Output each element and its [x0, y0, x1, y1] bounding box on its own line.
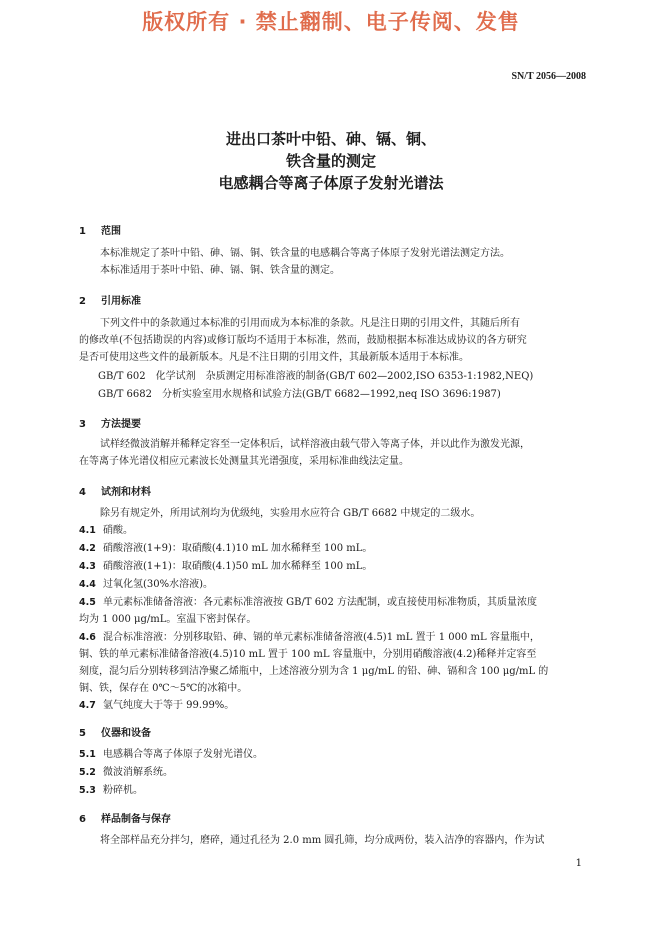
item-number: 5.2	[79, 767, 96, 778]
section-number: 5	[79, 728, 86, 739]
item-number: 4.2	[79, 543, 96, 554]
title-line-2: 铁含量的测定	[285, 152, 376, 170]
item-text: 电感耦合等离子体原子发射光谱仪。	[103, 749, 263, 760]
item-text: 硝酸溶液(1+1)：取硝酸(4.1)50 mL 加水稀释至 100 mL。	[103, 561, 373, 572]
item-number: 4.1	[79, 525, 96, 536]
list-item	[79, 594, 537, 612]
item-text: 氩气纯度大于等于 99.99%。	[103, 700, 235, 711]
title-line-1: 进出口茶叶中铅、砷、镉、铜、	[225, 130, 436, 148]
paragraph-line: 下列文件中的条款通过本标准的引用而成为本标准的条款。凡是注日期的引用文件，其随后所有	[100, 318, 520, 329]
list-item	[79, 522, 133, 540]
section-title: 试剂和材料	[101, 487, 151, 498]
section-number: 1	[79, 226, 86, 237]
paragraph: 本标准适用于茶叶中铅、砷、镉、铜、铁含量的测定。	[100, 265, 340, 276]
section-number: 4	[79, 487, 86, 498]
item-text: 粉碎机。	[103, 785, 143, 796]
section-title: 仪器和设备	[101, 728, 151, 739]
item-text: 过氧化氢(30%水溶液)。	[103, 579, 214, 590]
item-continuation: 刻度，混匀后分别转移到洁净聚乙烯瓶中，上述溶液分别为含 1 μg/mL 的铅、砷、镉和含 100 μg/mL 的	[79, 666, 549, 677]
item-text: 单元素标准储备溶液：各元素标准溶液按 GB/T 602 方法配制，或直接使用标准物质，其质量浓度	[103, 597, 537, 608]
list-item	[79, 746, 263, 764]
section-number: 6	[79, 814, 86, 825]
section-1-heading	[79, 222, 121, 237]
section-5-heading	[79, 724, 151, 739]
item-continuation: 铜、铁，保存在 0℃～5℃的冰箱中。	[79, 683, 248, 694]
paragraph: 本标准规定了茶叶中铅、砷、镉、铜、铁含量的电感耦合等离子体原子发射光谱法测定方法。	[100, 248, 510, 259]
item-continuation: 铜、铁的单元素标准储备溶液(4.5)10 mL 置于 100 mL 容量瓶中，分别用硝酸溶液(4.2)稀释并定容至	[79, 649, 537, 660]
section-6-heading	[79, 810, 171, 825]
paragraph-line: 将全部样品充分拌匀，磨碎，通过孔径为 2.0 mm 圆孔筛，均分成两份，装入洁净的容器内，作为试	[100, 835, 545, 846]
list-item	[79, 540, 372, 558]
list-item	[79, 764, 173, 782]
item-number: 4.7	[79, 700, 96, 711]
section-3-heading	[79, 415, 141, 430]
item-number: 5.1	[79, 749, 96, 760]
page-number: 1	[575, 858, 582, 869]
copyright-banner: 版权所有 · 禁止翻制、电子传阅、发售	[142, 10, 520, 34]
item-number: 4.5	[79, 597, 96, 608]
section-number: 3	[79, 419, 86, 430]
standard-number: SN/T 2056—2008	[511, 71, 586, 82]
item-text: 硝酸溶液(1+9)：取硝酸(4.1)10 mL 加水稀释至 100 mL。	[103, 543, 373, 554]
item-number: 4.3	[79, 561, 96, 572]
paragraph-line: 试样经微波消解并稀释定容至一定体积后，试样溶液由载气带入等离子体，并以此作为激发光源，	[100, 439, 530, 450]
list-item	[79, 629, 540, 647]
item-text: 硝酸。	[103, 525, 133, 536]
section-title: 方法提要	[101, 419, 141, 430]
section-number: 2	[79, 296, 86, 307]
section-title: 范围	[101, 226, 121, 237]
section-title: 引用标准	[101, 296, 141, 307]
item-number: 5.3	[79, 785, 96, 796]
paragraph: 除另有规定外，所用试剂均为优级纯，实验用水应符合 GB/T 6682 中规定的二级水。	[100, 508, 481, 519]
section-title: 样品制备与保存	[101, 814, 171, 825]
item-text: 微波消解系统。	[103, 767, 173, 778]
section-2-heading	[79, 292, 141, 307]
paragraph-line: 是否可使用这些文件的最新版本。凡是不注日期的引用文件，其最新版本适用于本标准。	[79, 352, 469, 363]
reference-gb-t-602: GB/T 602 化学试剂 杂质测定用标准溶液的制备(GB/T 602—2002,ISO 6353-1:1982,NEQ)	[98, 371, 534, 382]
reference-gb-t-6682: GB/T 6682 分析实验室用水规格和试验方法(GB/T 6682—1992,neq ISO 3696:1987)	[98, 389, 501, 400]
title-line-3: 电感耦合等离子体原子发射光谱法	[218, 174, 444, 192]
list-item	[79, 697, 234, 715]
list-item	[79, 576, 213, 594]
list-item	[79, 558, 372, 576]
paragraph-line: 的修改单(不包括勘误的内容)或修订版均不适用于本标准，然而，鼓励根据本标准达成协议的各方研究	[79, 335, 527, 346]
item-number: 4.4	[79, 579, 96, 590]
list-item	[79, 782, 143, 800]
item-number: 4.6	[79, 632, 96, 643]
paragraph-line: 在等离子体光谱仪相应元素波长处测量其光谱强度，采用标准曲线法定量。	[79, 456, 409, 467]
item-continuation: 均为 1 000 μg/mL。室温下密封保存。	[79, 614, 257, 625]
item-text: 混合标准溶液：分别移取铅、砷、镉的单元素标准储备溶液(4.5)1 mL 置于 1 000 mL 容量瓶中，	[103, 632, 540, 643]
section-4-heading	[79, 483, 151, 498]
